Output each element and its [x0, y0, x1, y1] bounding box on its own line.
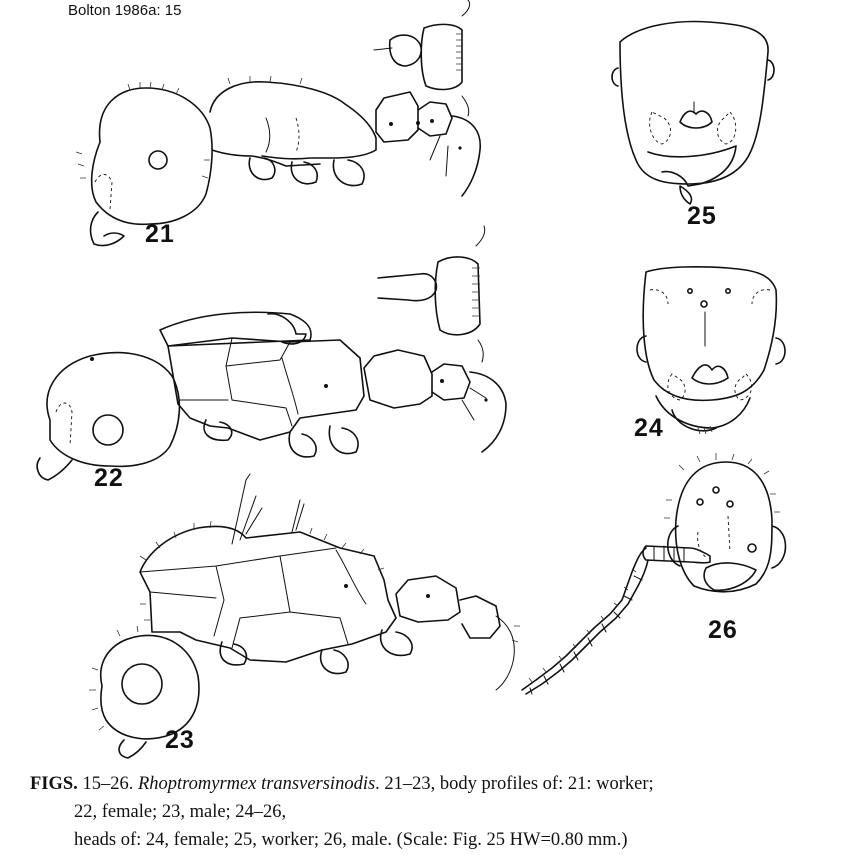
caption-range: 15–26. — [82, 774, 134, 794]
figure-label-24: 24 — [634, 414, 664, 442]
figure-label-25: 25 — [687, 202, 717, 230]
caption-line-1-rest: . 21–23, body profiles of: 21: worker; — [375, 774, 654, 794]
caption-figs: FIGS. — [30, 774, 78, 794]
female-body-profile — [37, 312, 506, 480]
worker-body-profile — [76, 76, 480, 246]
figure-caption — [30, 770, 830, 854]
worker-petiole-dorsal-view — [374, 0, 470, 116]
caption-line-3: heads of: 24, female; 25, worker; 26, male. (Scale: Fig. 25 HW=0.80 mm.) — [74, 830, 628, 850]
caption-taxon: Rhoptromyrmex transversinodis — [137, 774, 376, 794]
citation-credit: Bolton 1986a: 15 — [68, 2, 182, 19]
caption-line-1 — [30, 770, 830, 798]
figure-label-23: 23 — [165, 726, 195, 754]
figure-label-22: 22 — [94, 464, 124, 492]
male-head-frontal-view — [522, 453, 786, 694]
female-petiole-dorsal-view — [378, 226, 485, 362]
male-body-profile — [89, 474, 520, 758]
figure-label-21: 21 — [145, 220, 175, 248]
figure-label-26: 26 — [708, 616, 738, 644]
female-head-frontal-view — [637, 267, 785, 434]
worker-head-frontal-view — [612, 22, 774, 204]
caption-line-2: 22, female; 23, male; 24–26, — [74, 802, 287, 822]
